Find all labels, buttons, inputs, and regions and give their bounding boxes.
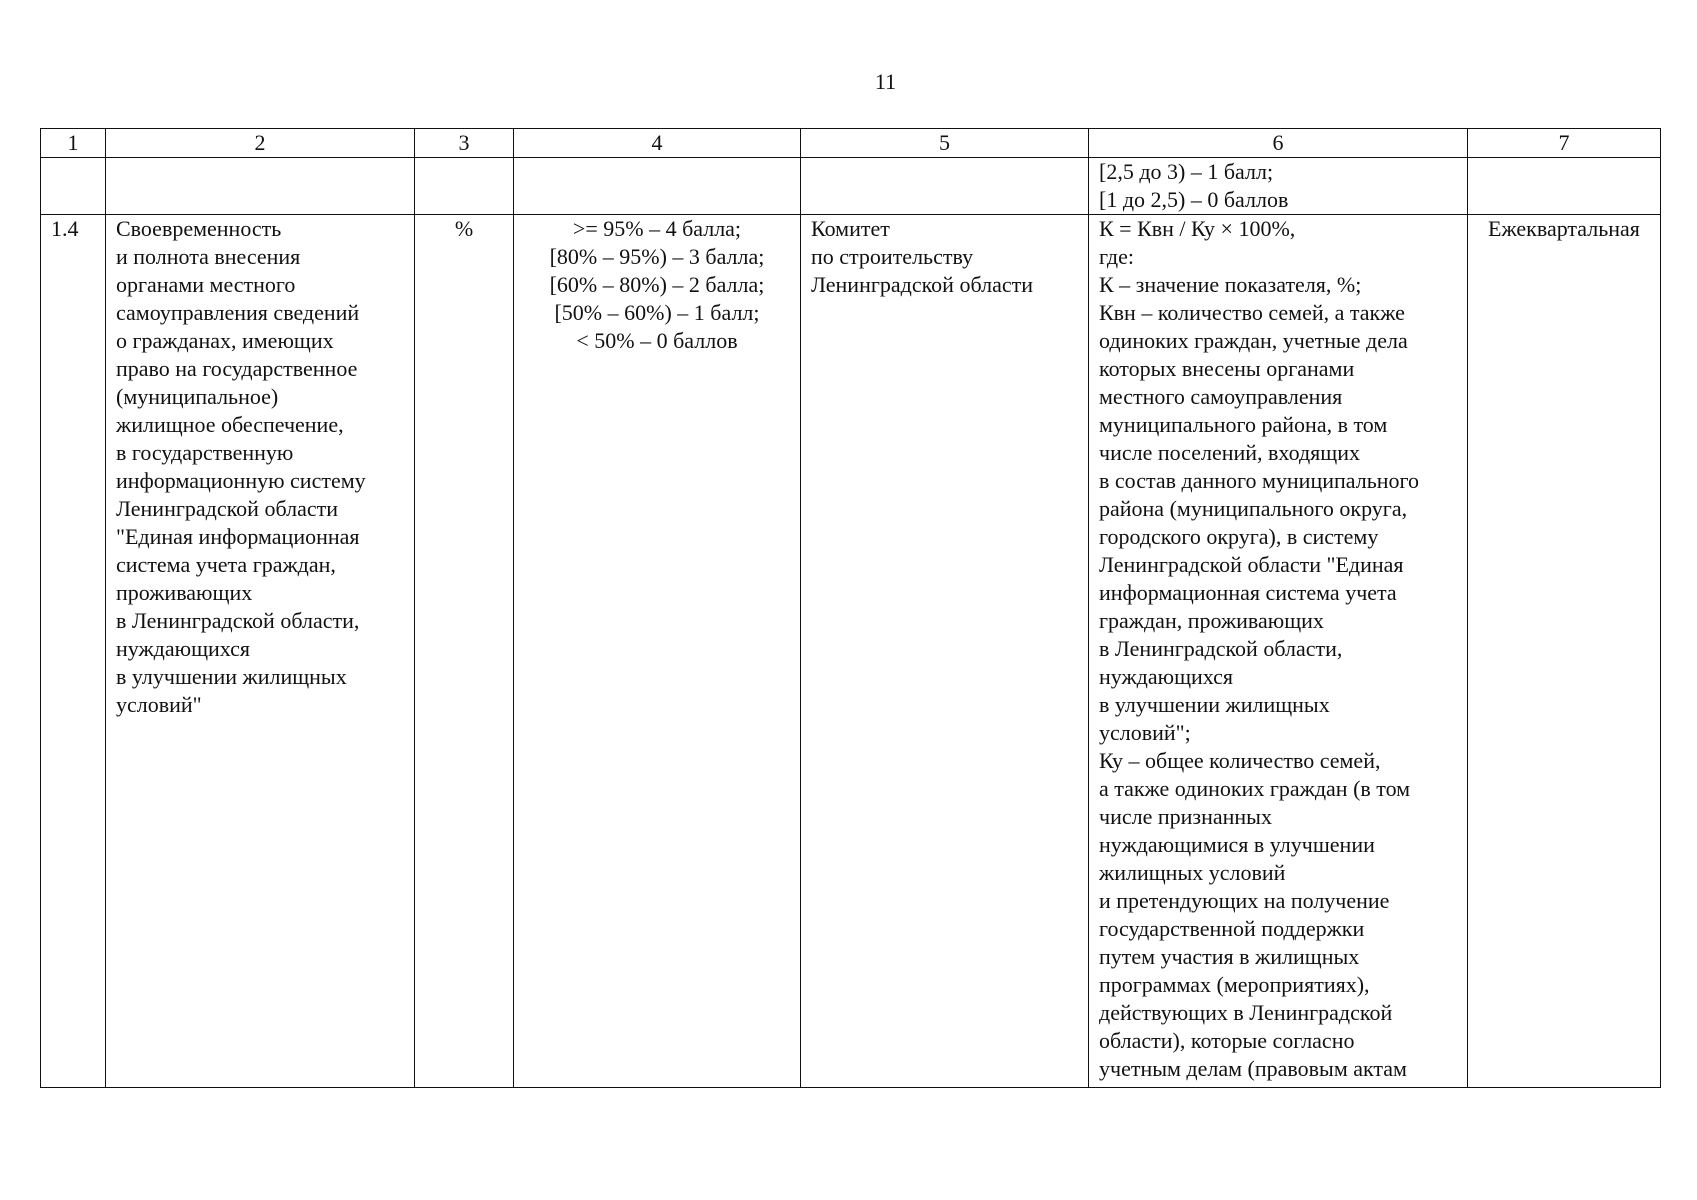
header-cell: 1 xyxy=(41,129,106,158)
formula-line: К = Квн / Ку × 100%, xyxy=(1099,216,1296,241)
formula-line: государственной поддержки xyxy=(1099,916,1365,941)
scale-line: [80% – 95%) – 3 балла; xyxy=(549,244,765,269)
name-line: самоуправления сведений xyxy=(116,300,360,325)
name-line: в государственную xyxy=(116,440,294,465)
name-line: право на государственное xyxy=(116,356,358,381)
indicator-name-cell xyxy=(106,215,415,1088)
name-line: система учета граждан, xyxy=(116,552,336,577)
formula-line: информационная система учета xyxy=(1099,580,1397,605)
formula-line: местного самоуправления xyxy=(1099,384,1343,409)
name-line: в Ленинградской области, xyxy=(116,608,360,633)
formula-line: учетным делам (правовым актам xyxy=(1099,1056,1407,1081)
periodicity-cell: Ежеквартальная xyxy=(1468,215,1661,1088)
responsible-line: Ленинградской области xyxy=(811,272,1033,297)
name-line: в улучшении жилищных xyxy=(116,664,347,689)
header-cell: 7 xyxy=(1468,129,1661,158)
continuation-row xyxy=(41,158,1661,215)
formula-line: одиноких граждан, учетные дела xyxy=(1099,328,1408,353)
empty-cell xyxy=(415,158,514,215)
formula-line: района (муниципального округа, xyxy=(1099,496,1408,521)
header-cell: 6 xyxy=(1089,129,1468,158)
formula-line: и претендующих на получение xyxy=(1099,888,1390,913)
formula-line: числе признанных xyxy=(1099,804,1272,829)
formula-line: которых внесены органами xyxy=(1099,356,1355,381)
responsible-body-cell xyxy=(801,215,1089,1088)
formula-line: [1 до 2,5) – 0 баллов xyxy=(1099,187,1289,212)
scoring-scale-cell xyxy=(514,215,801,1088)
name-line: условий" xyxy=(116,692,202,717)
indicator-row xyxy=(41,215,1661,1088)
name-line: Своевременность xyxy=(116,216,282,241)
formula-line: где: xyxy=(1099,244,1134,269)
formula-line: [2,5 до 3) – 1 балл; xyxy=(1099,159,1274,184)
empty-cell xyxy=(1468,158,1661,215)
responsible-line: по строительству xyxy=(811,244,974,269)
responsible-line: Комитет xyxy=(811,216,890,241)
name-line: органами местного xyxy=(116,272,296,297)
scale-line: >= 95% – 4 балла; xyxy=(572,216,742,241)
empty-cell xyxy=(41,158,106,215)
scale-line: [60% – 80%) – 2 балла; xyxy=(549,272,765,297)
name-line: проживающих xyxy=(116,580,253,605)
formula-cell xyxy=(1089,215,1468,1088)
name-line: информационную систему xyxy=(116,468,366,493)
header-cell: 3 xyxy=(415,129,514,158)
formula-line: в Ленинградской области, xyxy=(1099,636,1343,661)
formula-line: а также одиноких граждан (в том xyxy=(1099,776,1411,801)
empty-cell xyxy=(514,158,801,215)
formula-line: действующих в Ленинградской xyxy=(1099,1000,1393,1025)
formula-line: нуждающимися в улучшении xyxy=(1099,832,1375,857)
formula-line: Ку – общее количество семей, xyxy=(1099,748,1381,773)
header-cell: 5 xyxy=(801,129,1089,158)
page-number: 11 xyxy=(874,69,897,94)
indicators-table xyxy=(40,128,1661,1088)
name-line: "Единая информационная xyxy=(116,524,360,549)
formula-line: в состав данного муниципального xyxy=(1099,468,1419,493)
header-cell: 2 xyxy=(106,129,415,158)
unit-cell: % xyxy=(415,215,514,1088)
formula-line: граждан, проживающих xyxy=(1099,608,1324,633)
formula-line: условий"; xyxy=(1099,720,1191,745)
formula-line: нуждающихся xyxy=(1099,664,1234,689)
formula-line: числе поселений, входящих xyxy=(1099,440,1360,465)
scale-line: [50% – 60%) – 1 балл; xyxy=(554,300,760,325)
scale-line: < 50% – 0 баллов xyxy=(576,328,738,353)
formula-line: городского округа), в систему xyxy=(1099,524,1379,549)
column-number-row xyxy=(41,129,1661,158)
name-line: о гражданах, имеющих xyxy=(116,328,334,353)
name-line: Ленинградской области xyxy=(116,496,338,521)
formula-line: Квн – количество семей, а также xyxy=(1099,300,1405,325)
header-cell: 4 xyxy=(514,129,801,158)
formula-line: муниципального района, в том xyxy=(1099,412,1388,437)
formula-line: К – значение показателя, %; xyxy=(1099,272,1362,297)
formula-line: Ленинградской области "Единая xyxy=(1099,552,1404,577)
row-number-cell: 1.4 xyxy=(41,215,106,1088)
name-line: жилищное обеспечение, xyxy=(116,412,344,437)
name-line: нуждающихся xyxy=(116,636,251,661)
formula-line: в улучшении жилищных xyxy=(1099,692,1330,717)
formula-line: области), которые согласно xyxy=(1099,1028,1355,1053)
empty-cell xyxy=(801,158,1089,215)
name-line: (муниципальное) xyxy=(116,384,279,409)
formula-line: жилищных условий xyxy=(1099,860,1286,885)
continued-formula-cell xyxy=(1089,158,1468,215)
empty-cell xyxy=(106,158,415,215)
formula-line: программах (мероприятиях), xyxy=(1099,972,1370,997)
formula-line: путем участия в жилищных xyxy=(1099,944,1360,969)
name-line: и полнота внесения xyxy=(116,244,301,269)
